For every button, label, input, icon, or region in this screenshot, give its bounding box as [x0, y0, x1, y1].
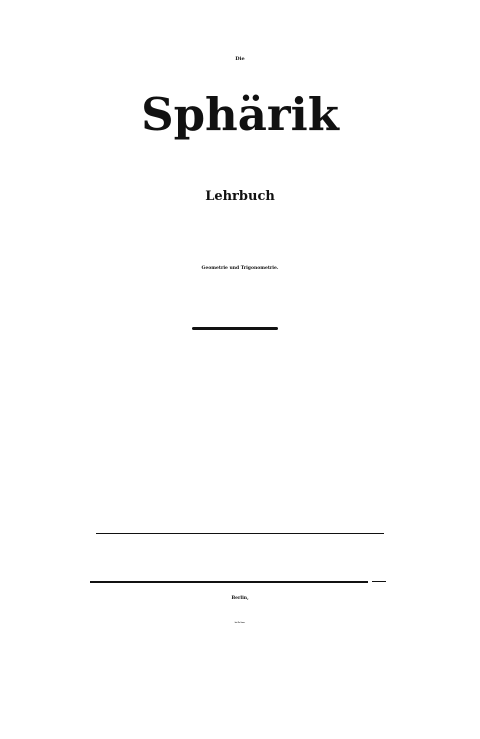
divider-rule [96, 533, 384, 534]
imprint-publisher: bei Fr. Laue. [234, 623, 246, 624]
book-title: Sphärik [141, 88, 339, 141]
title-article: Die [235, 56, 245, 62]
imprint-city: Berlin, [231, 596, 249, 601]
divider-rule [90, 581, 368, 583]
ornamental-rule [192, 327, 278, 330]
subtitle-word: Lehrbuch [205, 189, 275, 204]
subtitle-main: Geometrie und Trigonometrie. [201, 266, 279, 271]
divider-rule-end [372, 581, 386, 582]
